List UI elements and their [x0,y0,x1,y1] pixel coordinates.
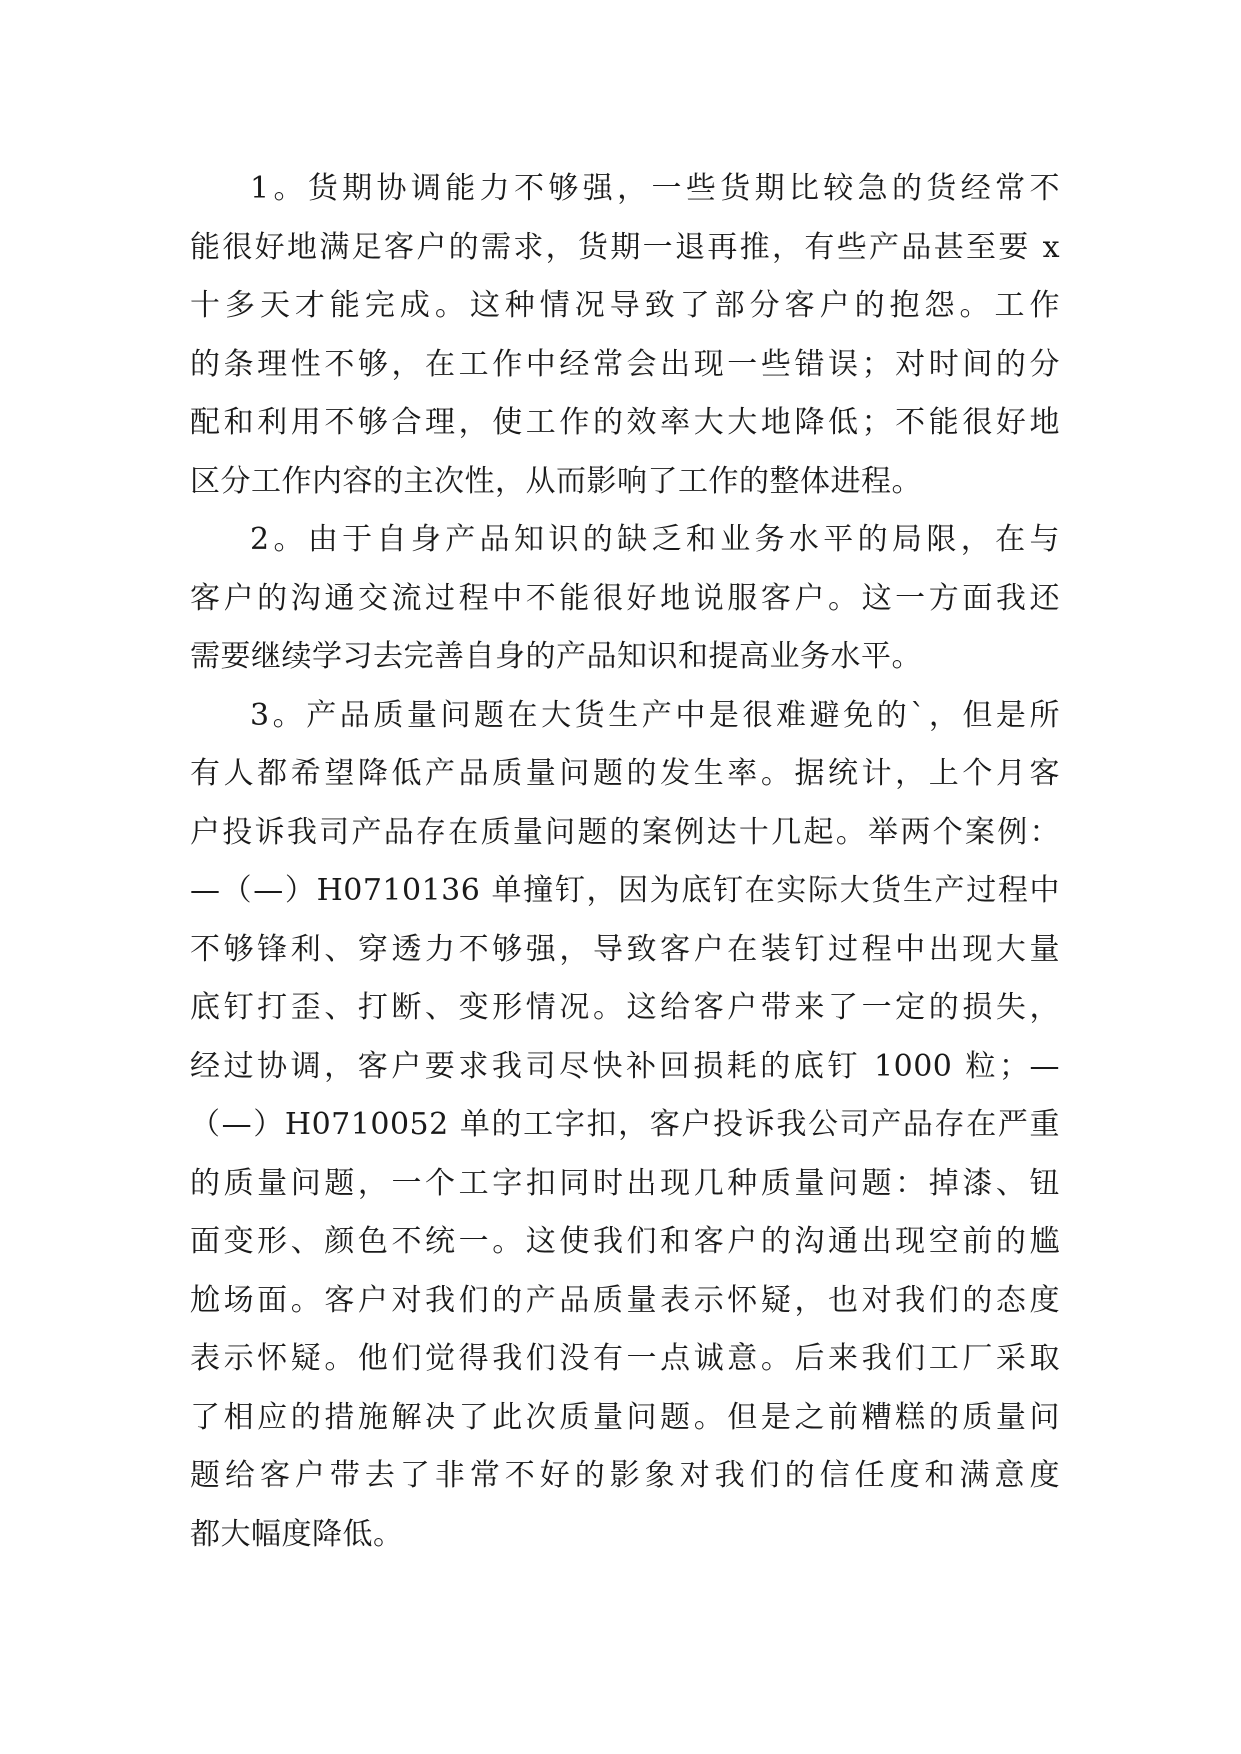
text-line: 面变形、颜色不统一。这使我们和客户的沟通出现空前的尴 [190,1224,1060,1259]
text-line: 有人都希望降低产品质量问题的发生率。据统计，上个月客 [190,756,1060,791]
text-line: 户投诉我司产品存在质量问题的案例达十几起。举两个案例： [190,814,1060,850]
text-line: 的质量问题，一个工字扣同时出现几种质量问题：掉漆、钮 [190,1165,1060,1201]
text-line: —（—）H0710136 单撞钉，因为底钉在实际大货生产过程中 [190,873,1060,908]
text-line: 配和利用不够合理，使工作的效率大大地降低；不能很好地 [190,405,1060,440]
text-line: 题给客户带去了非常不好的影象对我们的信任度和满意度 [190,1458,1060,1493]
text-line: 十多天才能完成。这种情况导致了部分客户的抱怨。工作 [190,288,1060,323]
text-line: 3。产品质量问题在大货生产中是很难避免的`，但是所 [250,697,1060,733]
text-line: 表示怀疑。他们觉得我们没有一点诚意。后来我们工厂采取 [190,1341,1060,1376]
text-line: 了相应的措施解决了此次质量问题。但是之前糟糕的质量问 [190,1399,1060,1435]
text-line: 2。由于自身产品知识的缺乏和业务水平的局限，在与 [250,522,1060,557]
text-line: 底钉打歪、打断、变形情况。这给客户带来了一定的损失， [190,990,1060,1025]
text-line: 尬场面。客户对我们的产品质量表示怀疑，也对我们的态度 [190,1282,1060,1318]
text-line: 能很好地满足客户的需求，货期一退再推，有些产品甚至要 x [190,229,1060,265]
text-line: 的条理性不够，在工作中经常会出现一些错误；对时间的分 [190,346,1060,382]
text-line: 1。货期协调能力不够强，一些货期比较急的货经常不 [250,171,1060,206]
text-line: （—）H0710052 单的工字扣，客户投诉我公司产品存在严重 [190,1107,1060,1142]
text-line: 客户的沟通交流过程中不能很好地说服客户。这一方面我还 [190,580,1060,616]
text-line: 经过协调，客户要求我司尽快补回损耗的底钉 1000 粒；— [190,1048,1060,1084]
text-line: 区分工作内容的主次性，从而影响了工作的整体进程。 [190,463,922,499]
document-page [190,160,1060,1564]
text-line: 不够锋利、穿透力不够强，导致客户在装钉过程中出现大量 [190,931,1060,967]
text-line: 都大幅度降低。 [190,1516,404,1552]
text-line: 需要继续学习去完善自身的产品知识和提高业务水平。 [190,639,922,674]
